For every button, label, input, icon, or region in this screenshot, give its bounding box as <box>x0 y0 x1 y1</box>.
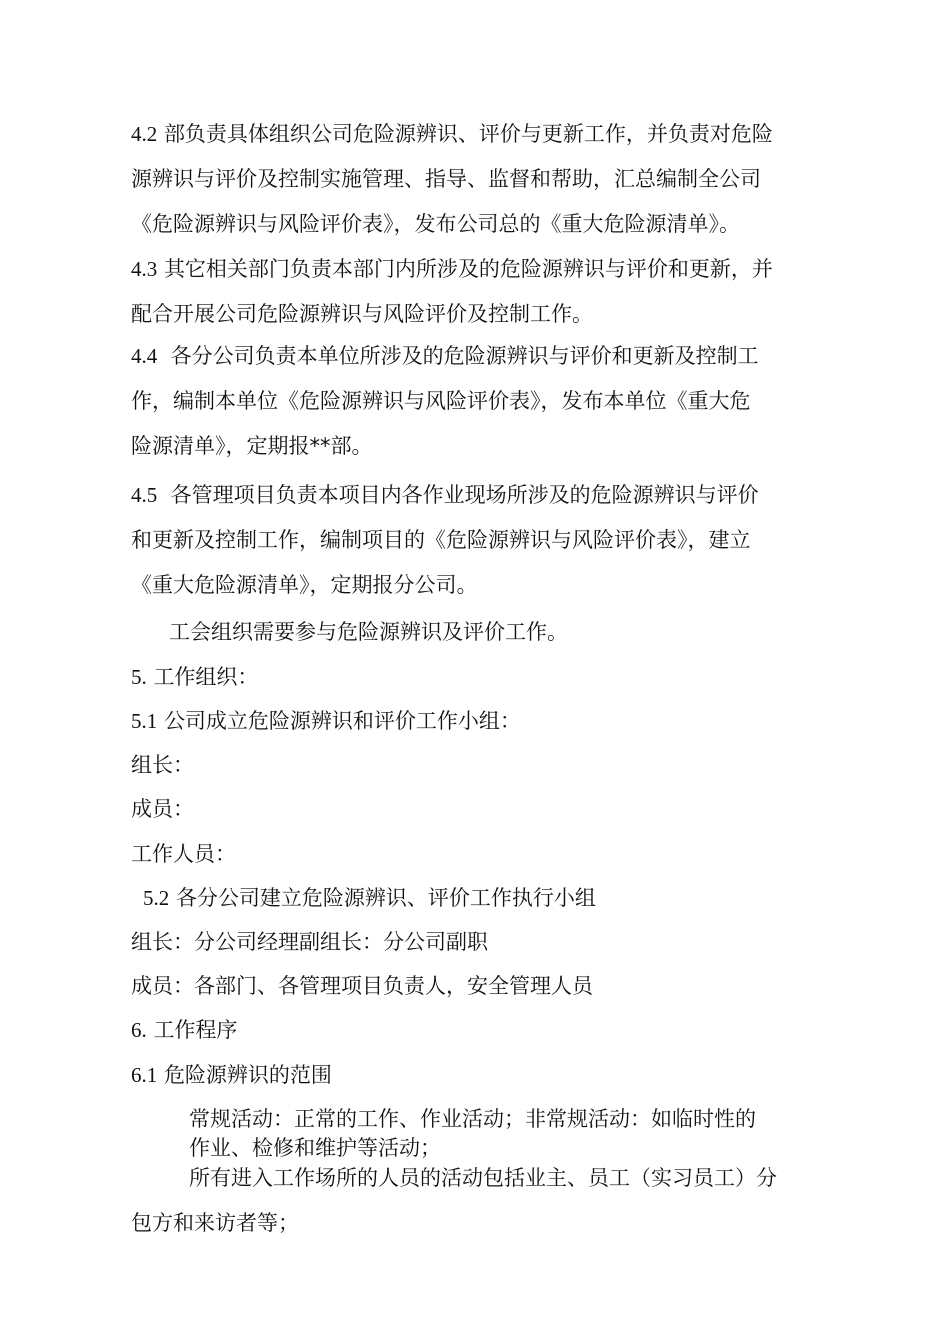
paragraph-union <box>131 610 831 655</box>
paragraph-4-4 <box>131 334 831 469</box>
paragraph-text: 《重大危险源清单》，定期报分公司。 <box>131 573 478 597</box>
staff-line <box>131 832 831 877</box>
heading-text: 工作程序 <box>153 1018 238 1042</box>
paragraph-text: 源辨识与评价及控制实施管理、指导、监督和帮助，汇总编制全公司 <box>131 167 761 191</box>
heading-5-2 <box>131 876 831 921</box>
paragraph-text: 其它相关部门负责本部门内所涉及的危险源辨识与评价和更新，并 <box>163 257 773 281</box>
heading-5 <box>131 655 831 700</box>
members-line <box>131 787 831 832</box>
section-number: 4.5 <box>131 483 158 507</box>
paragraph-4-5 <box>131 473 831 608</box>
paragraph-text: 作业、检修和维护等活动； <box>189 1136 441 1160</box>
section-number: 4.4 <box>131 344 158 368</box>
paragraph-text: 组长：分公司经理副组长：分公司副职 <box>131 930 488 954</box>
paragraph-text: 《危险源辨识与风险评价表》，发布公司总的《重大危险源清单》。 <box>131 212 740 236</box>
section-number: 4.3 <box>131 257 158 281</box>
paragraph-text: 险源清单》，定期报**部。 <box>131 434 373 458</box>
heading-5-1 <box>131 699 831 744</box>
paragraph-text: 部负责具体组织公司危险源辨识、评价与更新工作，并负责对危险 <box>163 122 773 146</box>
paragraph-text: 常规活动：正常的工作、作业活动；非常规活动：如临时性的 <box>189 1107 756 1131</box>
section-number: 5. <box>131 665 147 689</box>
heading-text: 工作组织： <box>153 665 259 689</box>
section-number: 5.1 <box>131 709 158 733</box>
paragraph-text: 作，编制本单位《危险源辨识与风险评价表》，发布本单位《重大危 <box>131 389 751 413</box>
paragraph-routine <box>189 1105 889 1163</box>
paragraph-text: 各管理项目负责本项目内各作业现场所涉及的危险源辨识与评价 <box>170 483 759 507</box>
paragraph-text: 工作人员： <box>131 842 236 866</box>
heading-text: 各分公司建立危险源辨识、评价工作执行小组 <box>175 886 596 910</box>
heading-6-1 <box>131 1053 831 1098</box>
paragraph-text: 工会组织需要参与危险源辨识及评价工作。 <box>169 620 568 644</box>
paragraph-text: 包方和来访者等； <box>131 1211 299 1235</box>
paragraph-4-2 <box>131 112 831 247</box>
section-number: 6. <box>131 1018 147 1042</box>
paragraph-text: 组长： <box>131 753 194 777</box>
section-number: 6.1 <box>131 1063 158 1087</box>
paragraph-text: 配合开展公司危险源辨识与风险评价及控制工作。 <box>131 302 593 326</box>
paragraph-text: 各分公司负责本单位所涉及的危险源辨识与评价和更新及控制工 <box>170 344 759 368</box>
members2-line <box>131 964 831 1009</box>
heading-6 <box>131 1008 831 1053</box>
paragraph-text: 成员：各部门、各管理项目负责人，安全管理人员 <box>131 974 593 998</box>
paragraph-all-persons <box>131 1156 831 1246</box>
paragraph-text: 所有进入工作场所的人员的活动包括业主、员工（实习员工）分 <box>189 1166 777 1190</box>
leader-line <box>131 743 831 788</box>
leader2-line <box>131 920 831 965</box>
heading-text: 公司成立危险源辨识和评价工作小组： <box>163 709 521 733</box>
paragraph-text: 和更新及控制工作，编制项目的《危险源辨识与风险评价表》，建立 <box>131 528 751 552</box>
paragraph-text: 成员： <box>131 797 194 821</box>
paragraph-4-3 <box>131 247 831 337</box>
section-number: 5.2 <box>143 886 170 910</box>
heading-text: 危险源辨识的范围 <box>163 1063 332 1087</box>
section-number: 4.2 <box>131 122 158 146</box>
